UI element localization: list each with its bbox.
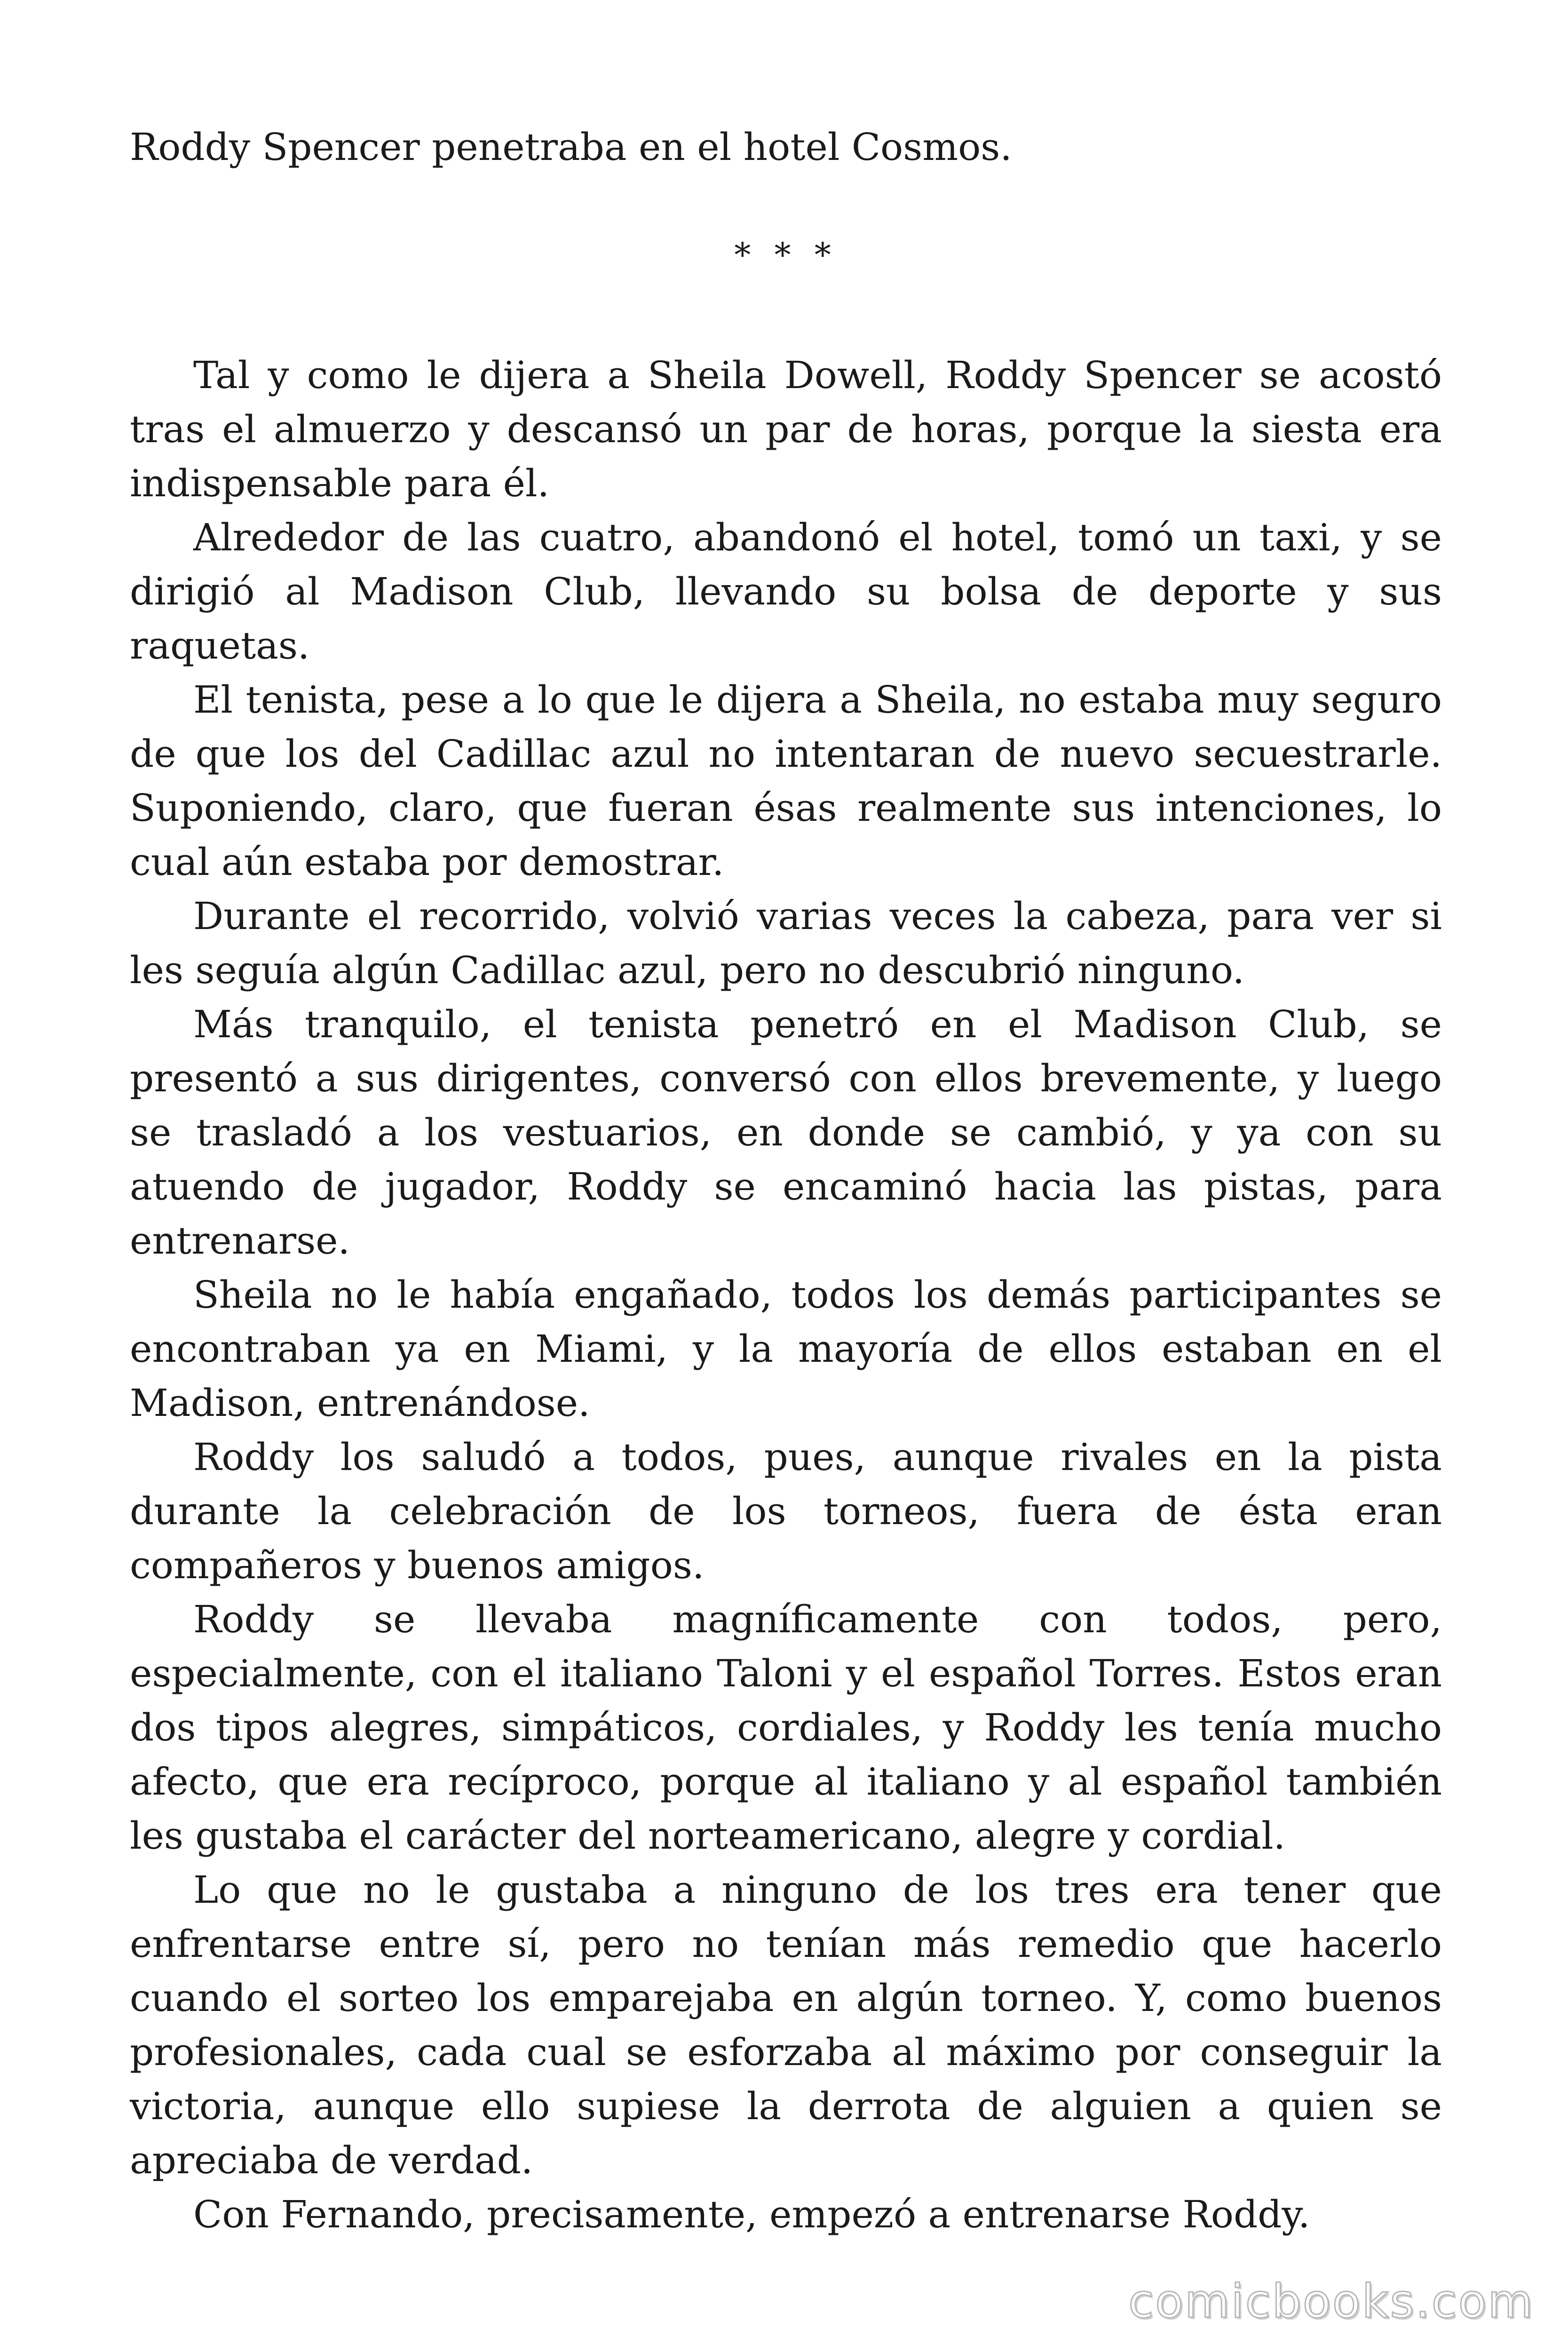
first-line: Roddy Spencer penetraba en el hotel Cosmos.	[130, 125, 1012, 169]
paragraph-6: Sheila no le había engañado, todos los demás participantes se encontraban ya en Miami, y la mayoría de ellos estaban en el Madison, entrenándose.	[130, 1273, 1442, 1425]
scene-separator: * * *	[734, 236, 838, 274]
paragraph-2: Alrededor de las cuatro, abandonó el hotel, tomó un taxi, y se dirigió al Madison Club, llevando su bolsa de deporte y sus raquetas.	[130, 516, 1442, 667]
paragraph-8: Roddy se llevaba magníficamente con todos, pero, especialmente, con el italiano Taloni y el español Torres. Estos eran dos tipos alegres, simpáticos, cordiales, y Roddy les tenía mucho afecto, que era recíproco, porque al italiano y al español también les gustaba el carácter del norteamericano, alegre y cordial.	[130, 1597, 1442, 1858]
paragraph-7: Roddy los saludó a todos, pues, aunque rivales en la pista durante la celebración de los torneos, fuera de ésta eran compañeros y buenos amigos.	[130, 1435, 1442, 1587]
text-block	[130, 120, 1442, 2241]
paragraph-1: Tal y como le dijera a Sheila Dowell, Roddy Spencer se acostó tras el almuerzo y descansó un par de horas, porque la siesta era indispensable para él.	[130, 353, 1442, 505]
paragraph-3: El tenista, pese a lo que le dijera a Sheila, no estaba muy seguro de que los del Cadillac azul no intentaran de nuevo secuestrarle. Suponiendo, claro, que fueran ésas realmente sus intenciones, lo cual aún estaba por demostrar.	[130, 678, 1442, 884]
paragraph-10: Con Fernando, precisamente, empezó a entrenarse Roddy.	[193, 2193, 1310, 2236]
paragraph-9: Lo que no le gustaba a ninguno de los tres era tener que enfrentarse entre sí, pero no tenían más remedio que hacerlo cuando el sorteo los emparejaba en algún torneo. Y, como buenos profesionales, cada cual se esforzaba al máximo por conseguir la victoria, aunque ello supiese la derrota de alguien a quien se apreciaba de verdad.	[130, 1868, 1442, 2182]
watermark: comicbooks.com	[1128, 2275, 1534, 2328]
paragraph-4: Durante el recorrido, volvió varias veces la cabeza, para ver si les seguía algún Cadillac azul, pero no descubrió ninguno.	[130, 894, 1442, 992]
paragraph-5: Más tranquilo, el tenista penetró en el Madison Club, se presentó a sus dirigentes, conversó con ellos brevemente, y luego se trasladó a los vestuarios, en donde se cambió, y ya con su atuendo de jugador, Roddy se encaminó hacia las pistas, para entrenarse.	[130, 1002, 1442, 1263]
